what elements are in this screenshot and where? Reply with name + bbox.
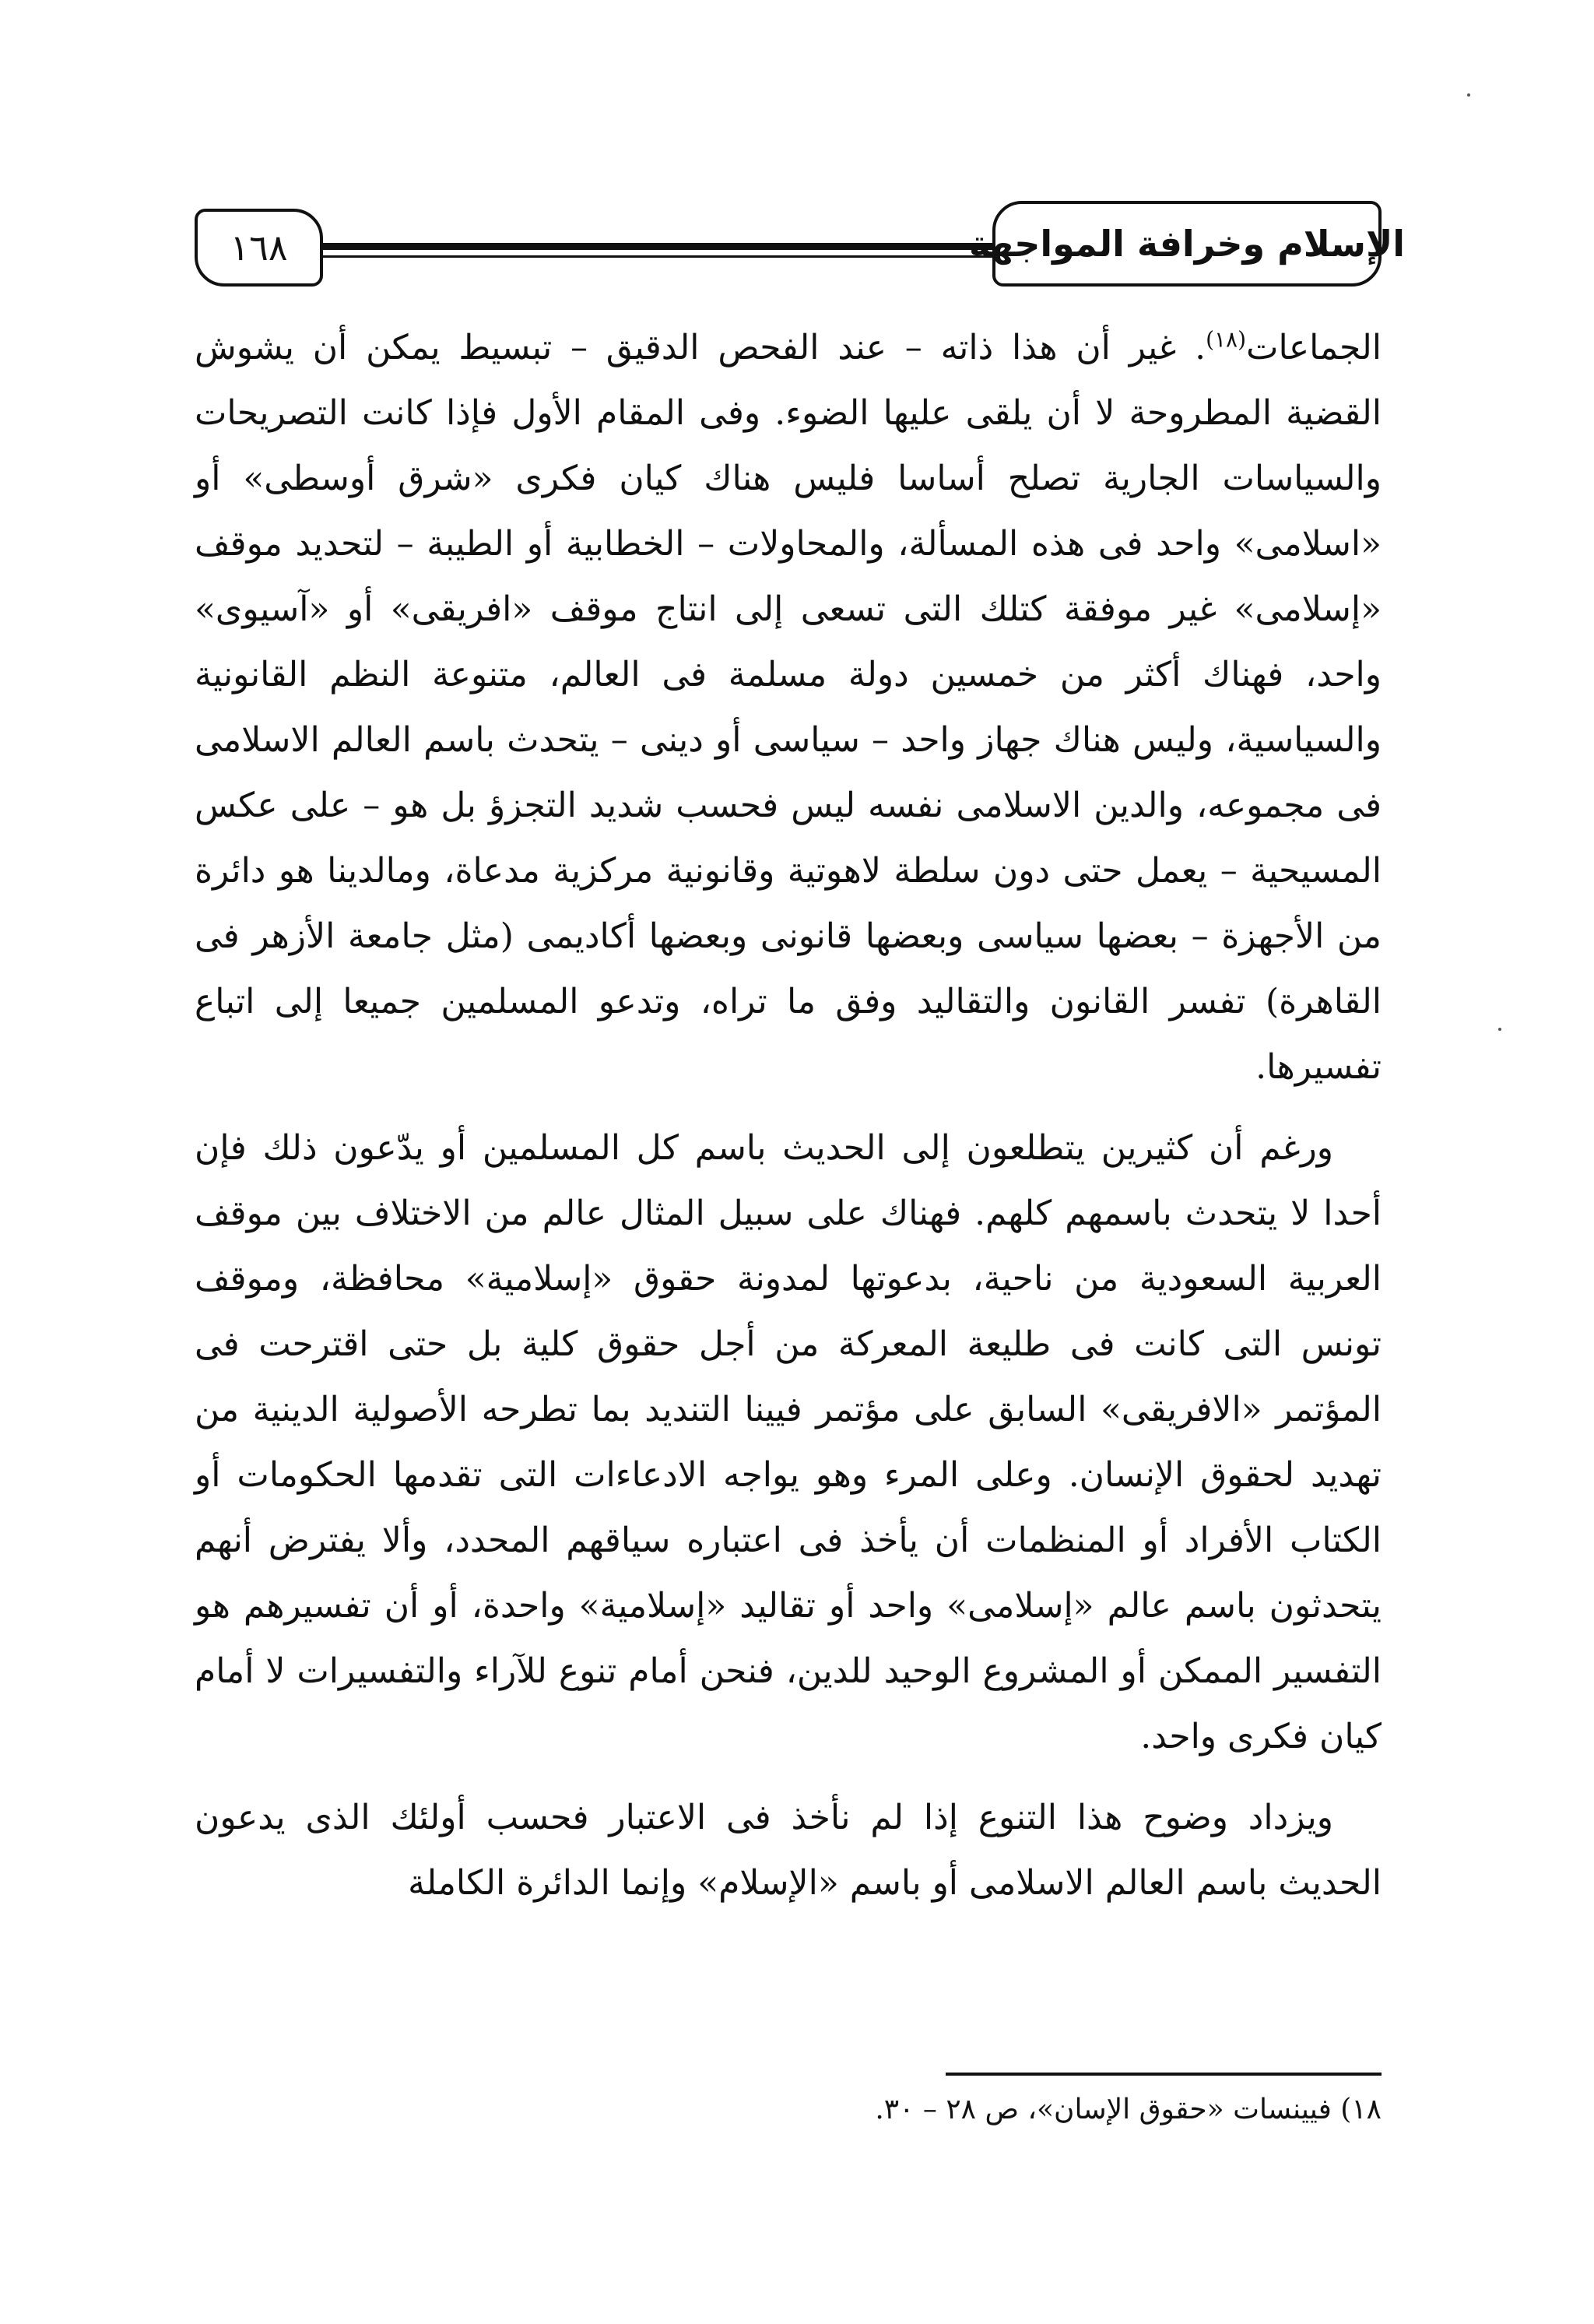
scan-speck: [1498, 1028, 1501, 1031]
main-text: [195, 315, 1382, 1916]
footnote-separator: [946, 2073, 1382, 2076]
paragraph-1-rest: . غير أن هذا ذاته – عند الفحص الدقيق – تبسيط يمكن أن يشوش القضية المطروحة لا أن يلقى عليها الضوء. وفى المقام الأول فإذا كانت التصريحات والسياسات الجارية تصلح أساسا فليس هناك كيان فكرى «شرق أوسطى» أو «اسلامى» واحد فى هذه المسألة، والمحاولات – الخطابية أو الطيبة – لتحديد موقف «إسلامى» غير موفقة كتلك التى تسعى إلى انتاج موقف «افريقى» أو «آسيوى» واحد، فهناك أكثر من خمسين دولة مسلمة فى العالم، متنوعة النظم القانونية والسياسية، وليس هناك جهاز واحد – سياسى أو دينى – يتحدث باسم العالم الاسلامى فى مجموعه، والدين الاسلامى نفسه ليس فحسب شديد التجزؤ بل هو – على عكس المسيحية – يعمل حتى دون سلطة لاهوتية وقانونية مركزية مدعاة، ومالدينا هو دائرة من الأجهزة – بعضها سياسى وبعضها قانونى وبعضها أكاديمى (مثل جامعة الأزهر فى القاهرة) تفسر القانون والتقاليد وفق ما تراه، وتدعو المسلمين جميعا إلى اتباع تفسيرها.: [195, 328, 1382, 1087]
page-number-frame: [195, 209, 323, 287]
footnote-reference: (١٨): [1206, 326, 1247, 353]
page-number: ١٦٨: [230, 227, 288, 269]
paragraph-2: ورغم أن كثيرين يتطلعون إلى الحديث باسم كل المسلمين أو يدّعون ذلك فإن أحدا لا يتحدث باسمهم كلهم. فهناك على سبيل المثال عالم من الاختلاف بين موقف العربية السعودية من ناحية، بدعوتها لمدونة حقوق «إسلامية» محافظة، وموقف تونس التى كانت فى طليعة المعركة من أجل حقوق كلية بل حتى اقترحت فى المؤتمر «الافريقى» السابق على مؤتمر فيينا التنديد بما تطرحه الأصولية الدينية من تهديد لحقوق الإنسان. وعلى المرء وهو يواجه الادعاءات التى تقدمها الحكومات أو الكتاب الأفراد أو المنظمات أن يأخذ فى اعتباره سياقهم المحدد، وألا يفترض أنهم يتحدثون باسم عالم «إسلامى» واحد أو تقاليد «إسلامية» واحدة، أو أن تفسيرهم هو التفسير الممكن أو المشروع الوحيد للدين، فنحن أمام تنوع للآراء والتفسيرات لا أمام كيان فكرى واحد.: [195, 1128, 1382, 1756]
paragraph-1-start: الجماعات: [1246, 328, 1382, 367]
book-title-frame: [969, 201, 1405, 287]
paragraph-1: [195, 315, 1382, 1100]
scan-speck: [1467, 93, 1470, 97]
book-title: الإسلام وخرافة المواجهة: [969, 223, 1405, 265]
paragraph-3: ويزداد وضوح هذا التنوع إذا لم نأخذ فى الاعتبار فحسب أولئك الذى يدعون الحديث باسم العالم الاسلامى أو باسم «الإسلام» وإنما الدائرة الكاملة: [195, 1798, 1382, 1903]
footnote: ١٨) فيينسات «حقوق الإسان»، ص ٢٨ – ٣٠.: [875, 2094, 1382, 2125]
header-rule-thick: [311, 243, 1008, 250]
page-header: [195, 195, 1405, 304]
header-rule-thin: [311, 255, 1008, 258]
